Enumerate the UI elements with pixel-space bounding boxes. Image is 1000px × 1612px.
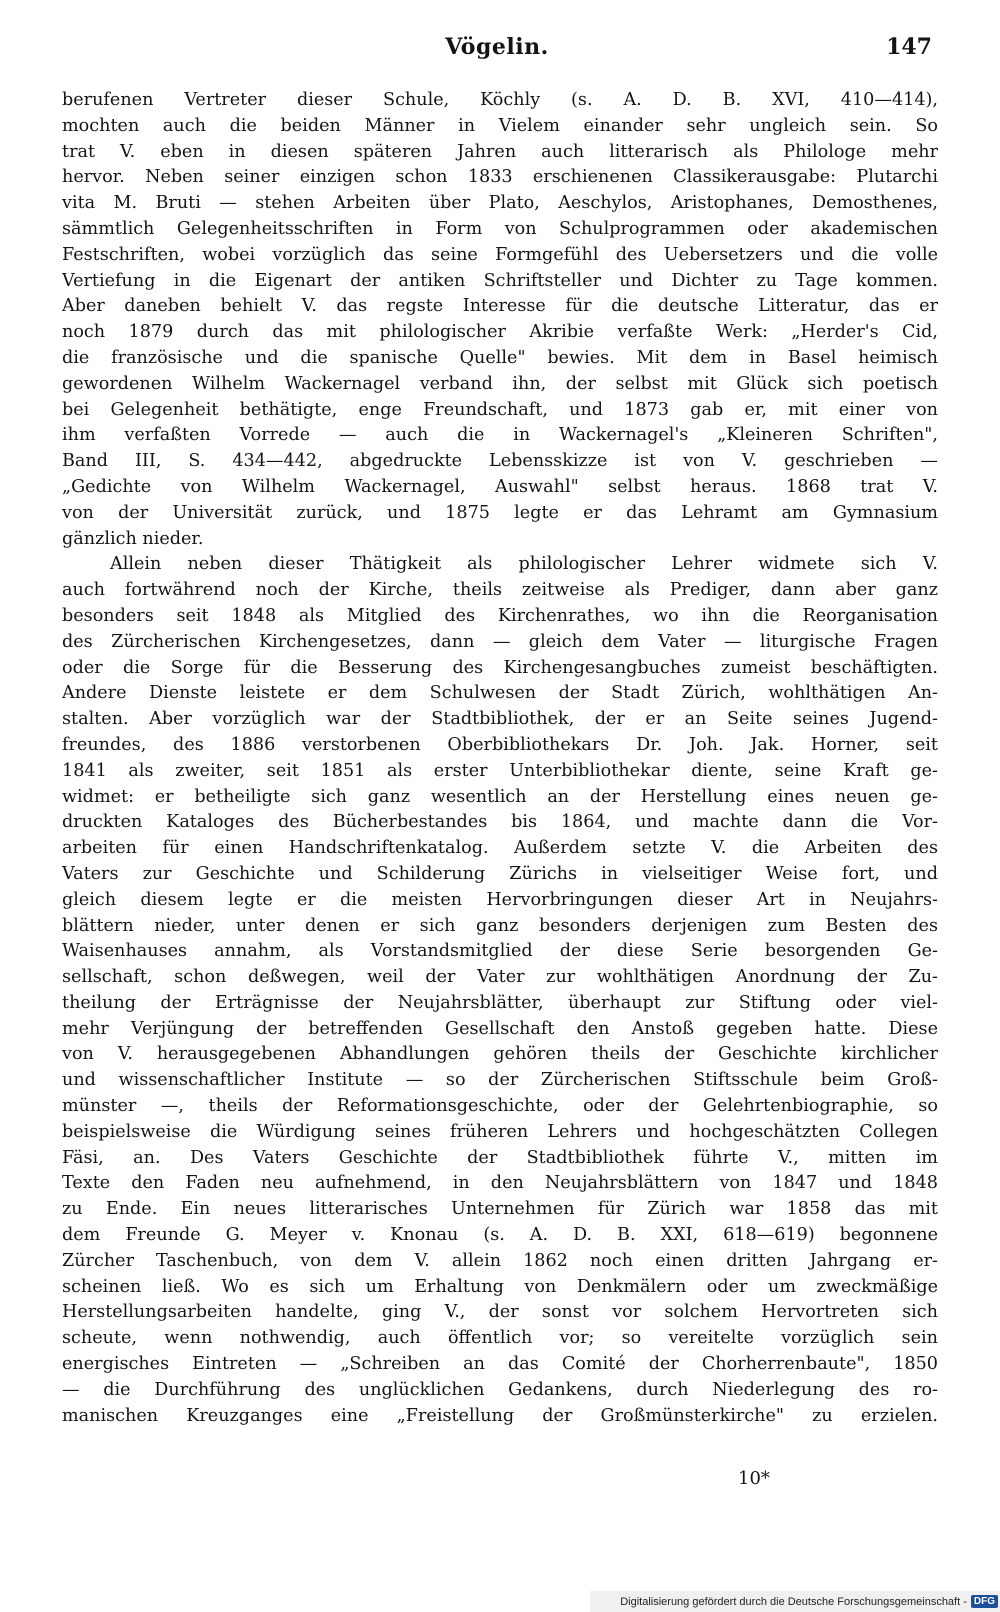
text-line: Vaters zur Geschichte und Schilderung Zürichs in vielseitiger Weise fort, und	[62, 863, 938, 884]
page-header	[62, 34, 932, 74]
text-line: Zürcher Taschenbuch, von dem V. allein 1862 noch einen dritten Jahrgang er-	[62, 1250, 938, 1271]
text-line: ihm verfaßten Vorrede — auch die in Wackernagel's „Kleineren Schriften",	[62, 425, 938, 446]
text-line: mochten auch die beiden Männer in Vielem einander sehr ungleich sein. So	[62, 115, 938, 136]
text-line: freundes, des 1886 verstorbenen Oberbibliothekars Dr. Joh. Jak. Horner, seit	[62, 734, 938, 755]
text-line: Vertiefung in die Eigenart der antiken Schriftsteller und Dichter zu Tage kommen.	[62, 270, 938, 291]
text-line: stalten. Aber vorzüglich war der Stadtbibliothek, der er an Seite seines Jugend-	[62, 709, 938, 730]
text-line: scheinen ließ. Wo es sich um Erhaltung von Denkmälern oder um zweckmäßige	[62, 1276, 938, 1297]
text-line: energisches Eintreten — „Schreiben an das Comité der Chorherrenbaute", 1850	[62, 1354, 938, 1375]
text-line: besonders seit 1848 als Mitglied des Kirchenrathes, wo ihn die Reorganisation	[62, 605, 938, 626]
text-line: gleich diesem legte er die meisten Hervorbringungen dieser Art in Neujahrs-	[62, 889, 938, 910]
text-line: berufenen Vertreter dieser Schule, Köchly (s. A. D. B. XVI, 410—414),	[62, 90, 938, 110]
text-line: zu Ende. Ein neues litterarisches Unternehmen für Zürich war 1858 das mit	[62, 1199, 938, 1220]
text-line: — die Durchführung des unglücklichen Gedankens, durch Niederlegung des ro-	[62, 1379, 938, 1400]
text-line: 1841 als zweiter, seit 1851 als erster Unterbibliothekar diente, seine Kraft ge-	[62, 760, 938, 781]
text-line: arbeiten für einen Handschriftenkatalog. Außerdem setzte V. die Arbeiten des	[62, 838, 938, 859]
text-line: beispielsweise die Würdigung seines früheren Lehrers und hochgeschätzten Collegen	[62, 1121, 938, 1142]
text-line: gänzlich nieder.	[62, 528, 204, 549]
text-line: sellschaft, schon deßwegen, weil der Vater zur wohlthätigen Anordnung der Zu-	[62, 967, 938, 988]
text-line: Texte den Faden neu aufnehmend, in den Neujahrsblättern von 1847 und 1848	[62, 1173, 938, 1194]
text-line: von der Universität zurück, und 1875 legte er das Lehramt am Gymnasium	[62, 502, 938, 523]
text-line: Aber daneben behielt V. das regste Interesse für die deutsche Litteratur, das er	[62, 296, 938, 317]
text-line: vita M. Bruti — stehen Arbeiten über Plato, Aeschylos, Aristophanes, Demosthenes,	[62, 193, 938, 214]
text-line: Waisenhauses annahm, als Vorstandsmitglied der diese Serie besorgenden Ge-	[62, 941, 938, 962]
signature-mark: 10*	[738, 1468, 770, 1489]
text-line: theilung der Erträgnisse der Neujahrsblätter, überhaupt zur Stiftung oder viel-	[62, 992, 938, 1013]
page-number: 147	[886, 34, 932, 60]
text-line: trat V. eben in diesen späteren Jahren auch litterarisch als Philologe mehr	[62, 141, 938, 162]
text-line: druckten Kataloges des Bücherbestandes bis 1864, und machte dann die Vor-	[62, 812, 938, 833]
text-line: blättern nieder, unter denen er sich ganz besonders derjenigen zum Besten des	[62, 915, 938, 936]
footer-text: Digitalisierung gefördert durch die Deutsche Forschungsgemeinschaft -	[620, 1595, 967, 1608]
text-line: oder die Sorge für die Besserung des Kirchengesangbuches zumeist beschäftigten.	[62, 657, 938, 678]
text-line: hervor. Neben seiner einzigen schon 1833 erschienenen Classikerausgabe: Plutarchi	[62, 167, 938, 188]
text-line: Band III, S. 434—442, abgedruckte Lebensskizze ist von V. geschrieben —	[62, 451, 938, 472]
text-line: Herstellungsarbeiten handelte, ging V., der sonst vor solchem Hervortreten sich	[62, 1302, 938, 1323]
text-line: bei Gelegenheit bethätigte, enge Freundschaft, und 1873 gab er, mit einer von	[62, 399, 938, 420]
text-line: Festschriften, wobei vorzüglich das seine Formgefühl des Uebersetzers und die volle	[62, 244, 938, 265]
text-line: noch 1879 durch das mit philologischer Akribie verfaßte Werk: „Herder's Cid,	[62, 322, 938, 343]
text-line: Fäsi, an. Des Vaters Geschichte der Stadtbibliothek führte V., mitten im	[62, 1147, 938, 1168]
dfg-logo-icon: DFG	[971, 1595, 998, 1608]
text-line: scheute, wenn nothwendig, auch öffentlich vor; so vereitelte vorzüglich sein	[62, 1328, 938, 1349]
text-line: Andere Dienste leistete er dem Schulwesen der Stadt Zürich, wohlthätigen An-	[62, 683, 938, 704]
text-line: „Gedichte von Wilhelm Wackernagel, Auswahl" selbst heraus. 1868 trat V.	[62, 476, 938, 497]
text-line: mehr Verjüngung der betreffenden Gesellschaft den Anstoß gegeben hatte. Diese	[62, 1018, 938, 1039]
text-line: sämmtlich Gelegenheitsschriften in Form von Schulprogrammen oder akademischen	[62, 218, 938, 239]
text-line: die französische und die spanische Quelle" bewies. Mit dem in Basel heimisch	[62, 347, 938, 368]
text-line: Allein neben dieser Thätigkeit als philologischer Lehrer widmete sich V.	[110, 554, 938, 575]
footer-credit	[590, 1591, 1000, 1612]
text-line: des Zürcherischen Kirchengesetzes, dann — gleich dem Vater — liturgische Fragen	[62, 631, 938, 652]
text-line: manischen Kreuzganges eine „Freistellung der Großmünsterkirche" zu erzielen.	[62, 1405, 938, 1426]
text-line: dem Freunde G. Meyer v. Knonau (s. A. D. B. XXI, 618—619) begonnene	[62, 1225, 938, 1246]
main-text	[62, 88, 938, 1429]
text-line: gewordenen Wilhelm Wackernagel verband ihn, der selbst mit Glück sich poetisch	[62, 373, 938, 394]
text-line: münster —, theils der Reformationsgeschichte, oder der Gelehrtenbiographie, so	[62, 1096, 938, 1117]
text-line: auch fortwährend noch der Kirche, theils zeitweise als Prediger, dann aber ganz	[62, 580, 938, 601]
text-line: von V. herausgegebenen Abhandlungen gehören theils der Geschichte kirchlicher	[62, 1044, 938, 1065]
text-line: widmet: er betheiligte sich ganz wesentlich an der Herstellung eines neuen ge-	[62, 786, 938, 807]
text-line: und wissenschaftlicher Institute — so der Zürcherischen Stiftsschule beim Groß-	[62, 1070, 938, 1091]
running-title: Vögelin.	[445, 34, 549, 60]
